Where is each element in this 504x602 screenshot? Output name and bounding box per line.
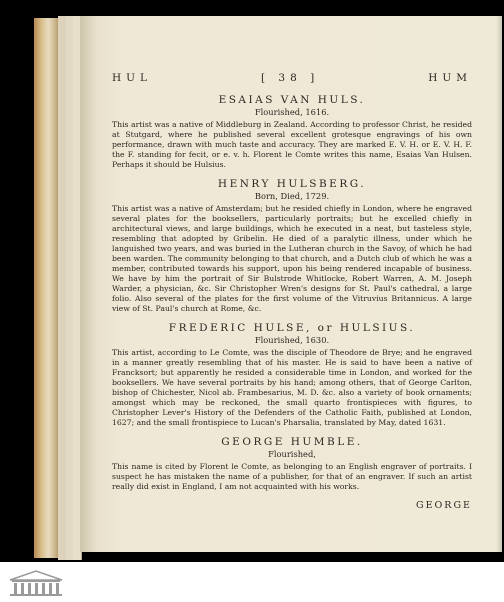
- entry: [112, 322, 472, 428]
- entry-text: This artist, according to Le Comte, was the disciple of Theodore de Brye; and he engraved in a manner greatly resembling that of his master. He is said to have been a native of Francksort; but apparently he resided a considerable time in London, and worked for the booksellers. We have several portraits by his hand; among others, that of George Carlton, bishop of Chichester, Nicol ab. Frambesarius, M. D. &c. also a variety of book ornaments; amongst which may be reckoned, the small quarto frontispieces with figures, to Christopher Lever's History of the Defenders of the Catholic Faith, published at London, 1627; and the small frontispiece to Lucan's Pharsalia, translated by May, dated 1631.: [112, 348, 472, 427]
- page-text-block: [112, 72, 472, 511]
- entry: [112, 94, 472, 170]
- entry-dates: Flourished,: [268, 449, 316, 459]
- library-building-logo: [6, 568, 66, 598]
- book-spine-edge: [34, 18, 60, 558]
- entry-heading: ESAIAS VAN HULS.: [218, 94, 366, 106]
- entry: [112, 436, 472, 492]
- footer-strip: [0, 562, 504, 602]
- entry-heading: GEORGE HUMBLE.: [221, 436, 363, 448]
- page-shadow: [496, 16, 502, 552]
- catchword: GEORGE: [416, 500, 472, 511]
- entry-dates: Born, Died, 1729.: [254, 191, 330, 201]
- running-head-left: HUL: [112, 72, 152, 84]
- entry-text: This artist was a native of Amsterdam; but he resided chiefly in London, where he engraved several plates for the booksellers, particularly portraits; but he excelled chiefly in architectural views, and large buildings, which he executed in a neat, but tasteless style, resembling that adopted by Gribelin. He died of a paralytic illness, under which he languished two years, and was buried in the Lutheran church in the Savoy, of which he had been warden. The community belonging to that church, and a Dutch club of which he was a member, contributed towards his support, upon his being rendered incapable of business. We have by him the portrait of Sir Bulstrode Whitlocke, Robert Warren, A. M. Joseph Warder, a physician, &c. Sir Christopher Wren's designs for St. Paul's cathedral, a large folio. Also several of the plates for the first volume of the Vitruvius Britannicus. A large view of St. Paul's church at Rome, &c.: [112, 204, 472, 313]
- entry-heading: HENRY HULSBERG.: [217, 178, 367, 190]
- entry-text: This artist was a native of Middleburg in Zealand. According to professor Christ, he resided at Stutgard, where he published several excellent grotesque engravings of his own performance, drawn with much taste and accuracy. They are marked E. V. H. or E. V. H. F. the F. standing for fecit, or e. v. h. Florent le Comte writes this name, Esaias Van Hulsen. Perhaps it should be Hulsius.: [112, 120, 472, 169]
- entry-dates: Flourished, 1630.: [254, 335, 330, 345]
- running-head-right: HUM: [428, 72, 472, 84]
- page-number: [ 38 ]: [260, 72, 320, 84]
- entry-text: This name is cited by Florent le Comte, as belonging to an English engraver of portraits. I suspect he has mistaken the name of a publisher, for that of an engraver. If such an artist really did exist in England, I am not acquainted with his works.: [112, 462, 472, 491]
- entry-dates: Flourished, 1616.: [254, 107, 330, 117]
- entry-heading: FREDERIC HULSE, or HULSIUS.: [168, 322, 416, 334]
- entry: [112, 178, 472, 314]
- running-head: [112, 72, 472, 84]
